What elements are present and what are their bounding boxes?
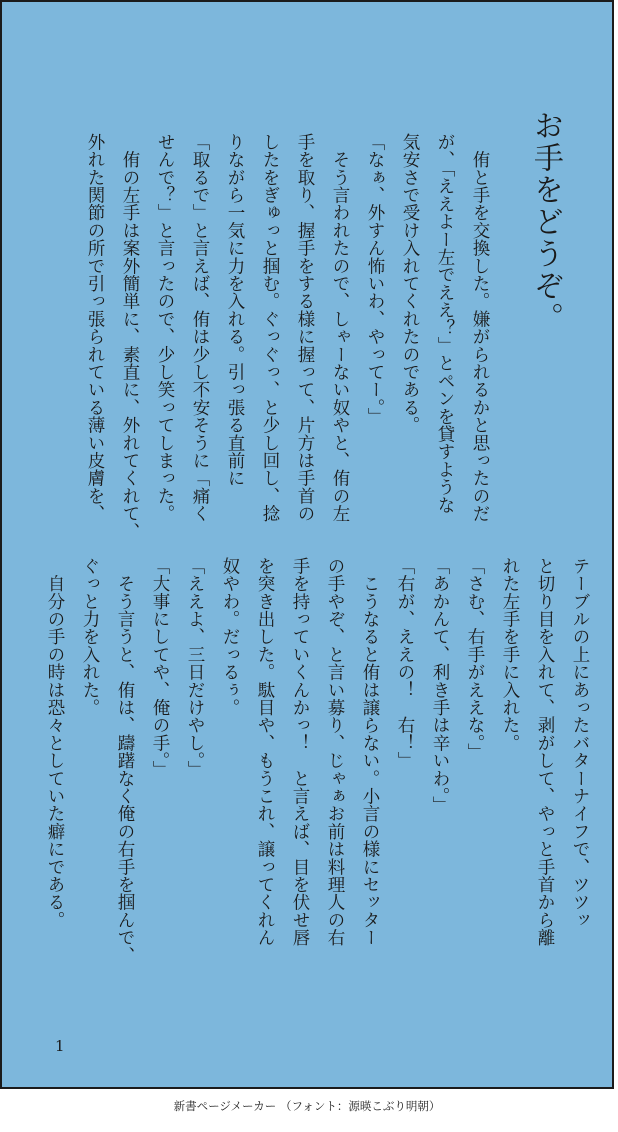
generator-credit: 新書ページメーカー （フォント：源暎こぶり明朝）: [173, 1099, 441, 1113]
body-text-upper-block: 侑と手を交換した。嫌がられるかと思ったのだ が、「ええよー左でええ？」とペンを貸すような 気安さで受け入れてくれたのである。 「なぁ、外すん怖いわ、やってー。」 そう言われたので、しゃーない奴やと、侑の左 手を取り、握手をする様に握って、片方は手首の したをぎゅっと掴む。ぐっぐっ、と少し回し、捻 りながら一気に力を入れる。引っ張る直前に 「取るで」と言えば、侑は少し不安そうに「痛く せんで？」と言ったので、少し笑ってしまった。 侑の左手は案外簡単に、素直に、外れてくれて、 外れた関節の所で引っ張られている薄い皮膚を、: [85, 132, 490, 540]
body-text-lower-block: テーブルの上にあったバターナイフで、ツツッ と切り目を入れて、剥がして、やっと手首から離 れた左手を手に入れた。 「さむ、右手がええな。」 「あかんて、利き手は辛いわ。」 「右が、ええの！ 右！」 こうなると侑は譲らない。小言の様にセッター の手やぞ、と言い募り、じゃぁお前は料理人の右 手を持っていくんかっ！ と言えば、目を伏せ唇 を突き出した。駄目や、もうこれ、譲ってくれん 奴やわ。だっるぅ。 「ええよ、三日だけやし。」 「大事にしてや、俺の手。」 そう言うと、侑は、躊躇なく俺の右手を掴んで、 ぐっと力を入れた。 自分の手の時は恐々としていた癖にである。: [45, 557, 590, 965]
page-number: 1: [55, 1037, 65, 1055]
page-title: お手をどうぞ。: [528, 110, 563, 334]
